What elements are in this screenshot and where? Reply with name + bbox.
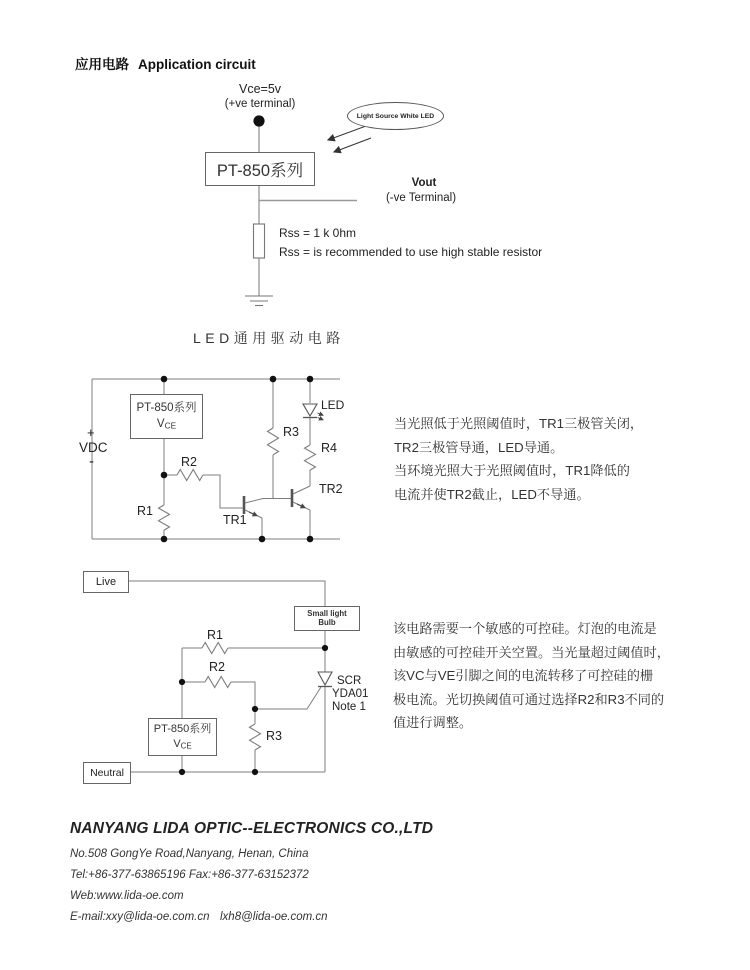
scr-label: SCR <box>337 675 362 687</box>
scr-note-label: Note 1 <box>332 701 366 713</box>
page-title-en: Application circuit <box>138 57 256 72</box>
tel-fax-line: Tel:+86-377-63865196 Fax:+86-377-63152372 <box>70 869 309 881</box>
c2-r4-label: R4 <box>321 441 337 455</box>
circuit2-title: LED通用驱动电路 <box>193 330 345 346</box>
c2-r2-label: R2 <box>181 455 197 469</box>
c1-ground-icon <box>245 296 273 306</box>
small-light-bulb-box <box>294 606 360 631</box>
page-title <box>75 53 256 73</box>
live-terminal-box <box>83 571 129 593</box>
rss-value-label: Rss = 1 k 0hm <box>279 226 357 240</box>
pt850-device-label-1: PT-850系列 <box>216 162 304 180</box>
c3-desc-line: 该电路需要一个敏感的可控硅。灯泡的电流是 <box>393 621 657 636</box>
neutral-label: Neutral <box>90 767 124 779</box>
c3-desc-line: 由敏感的可控硅开关空置。当光量超过阈值时， <box>393 644 670 660</box>
c2-transistor-tr2 <box>292 486 310 539</box>
light-source-ellipse <box>347 102 444 130</box>
c2-desc-line: 当光照低于光照阈值时，TR1三极管关闭， <box>394 416 644 431</box>
c1-terminal-dot <box>253 115 264 126</box>
c2-r1-label: R1 <box>137 504 153 518</box>
c3-r2-label: R2 <box>209 660 225 674</box>
vce-supply-label: Vce=5v <box>238 82 282 96</box>
c3-desc-line: 值进行调整。 <box>393 715 473 731</box>
negative-terminal-label: (-ve Terminal) <box>385 192 457 204</box>
circuit2-description <box>394 412 643 506</box>
c1-resistor-rss <box>254 224 265 258</box>
bulb-label-line1: Small light <box>307 608 347 618</box>
footer <box>70 820 434 923</box>
rss-note-label: Rss = is recommended to use high stable resistor <box>279 245 543 259</box>
c2-desc-line: TR2三极管导通，LED导通。 <box>394 439 564 455</box>
c2-transistor-tr1 <box>244 496 291 539</box>
live-label: Live <box>95 576 117 588</box>
email-line-2: lxh8@lida-oe.com.cn <box>220 911 328 923</box>
c3-scr-icon <box>318 672 332 687</box>
vdc-label: VDC <box>79 440 108 455</box>
page-title-cn: 应用电路 <box>75 57 129 72</box>
pt850-device-label-3: PT-850系列 <box>153 723 212 736</box>
pt850-device-box-2 <box>130 394 203 439</box>
light-source-label: Light Source White LED <box>356 112 435 120</box>
pt850-device-label-2: PT-850系列 <box>136 401 197 414</box>
neutral-terminal-box <box>83 762 131 784</box>
vdc-minus-label: - <box>89 453 94 470</box>
c2-r3-label: R3 <box>283 425 299 439</box>
c1-light-arrows-icon <box>328 126 371 152</box>
c3-desc-line: 该VC与VE引脚之间的电流转移了可控硅的栅 <box>393 668 654 684</box>
company-name: NANYANG LIDA OPTIC--ELECTRONICS CO.,LTD <box>70 820 434 837</box>
vdc-plus-label: + <box>87 425 95 440</box>
c2-led-label: LED <box>321 398 345 412</box>
c2-desc-line: 当环境光照大于光照阈值时，TR1降低的 <box>394 463 630 479</box>
vce-parameter-label-2: VCE <box>156 417 177 430</box>
positive-terminal-label: (+ve terminal) <box>224 98 296 110</box>
c3-r1-label: R1 <box>207 628 223 642</box>
c3-desc-line: 极电流。光切换阈值可通过选择R2和R3不同的 <box>393 691 665 707</box>
pt850-device-box-3 <box>148 718 217 756</box>
c3-r3-label: R3 <box>266 729 282 743</box>
c2-tr1-label: TR1 <box>223 513 247 527</box>
c2-desc-line: 电流并使TR2截止，LED不导通。 <box>394 486 590 502</box>
pt850-device-box-1 <box>205 152 315 186</box>
circuit3-description <box>393 617 670 735</box>
c2-tr2-label: TR2 <box>319 482 343 496</box>
web-line: Web:www.lida-oe.com <box>70 890 184 902</box>
vout-label: Vout <box>411 177 437 189</box>
email-line-1: E-mail:xxy@lida-oe.com.cn <box>70 911 210 923</box>
vce-parameter-label-3: VCE <box>173 737 192 751</box>
bulb-label-line2: Bulb <box>318 617 336 627</box>
scr-model-label: YDA01 <box>332 688 369 700</box>
address-line: No.508 GongYe Road,Nanyang, Henan, China <box>70 848 309 860</box>
c2-led-icon <box>303 404 323 420</box>
